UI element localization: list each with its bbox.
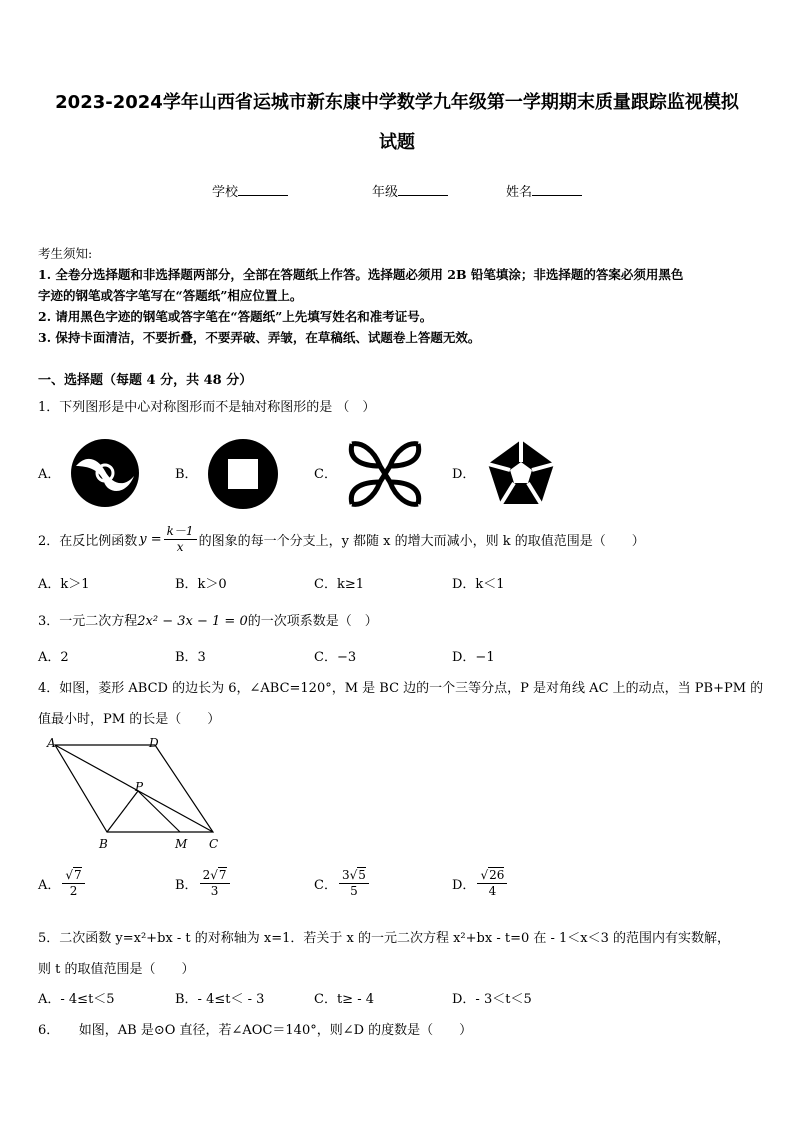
q1-option-d-label: D． xyxy=(452,467,476,482)
q1-option-a-figure xyxy=(70,438,140,508)
q5-option-a: A．- 4≤t＜5 xyxy=(38,992,115,1007)
label-c: C xyxy=(209,837,219,851)
q4-option-d: D． $\frac{√26}{4}$ xyxy=(452,868,509,899)
q5-stem-line2: 则 t 的取值范围是（ ） xyxy=(38,962,195,977)
q2-option-d: D．k＜1 xyxy=(452,577,505,592)
notice-item-1a: 1. 全卷分选择题和非选择题两部分，全部在答题纸上作答。选择题必须用 2B 铅笔填涂；非选择题的答案必须用黑色 xyxy=(38,267,684,282)
q1-option-d-figure xyxy=(486,438,556,508)
q4-stem-line1: 4．如图，菱形 ABCD 的边长为 6，∠ABC=120°，M 是 BC 边的一个三等分点，P 是对角线 AC 上的动点，当 PB+PM 的 xyxy=(38,681,764,696)
q1-option-c-label: C． xyxy=(314,467,337,482)
label-p: P xyxy=(135,780,144,794)
notice-item-3: 3. 保持卡面清洁，不要折叠，不要弄破、弄皱，在草稿纸、试题卷上答题无效。 xyxy=(38,330,481,345)
label-b: B xyxy=(99,837,108,851)
page-title-continued: 试题 xyxy=(379,132,415,153)
q1-stem: 1．下列图形是中心对称图形而不是轴对称图形的是 （ ） xyxy=(38,400,376,415)
segment-pm xyxy=(138,791,180,832)
q2-stem: 2．在反比例函数 y = $\frac{k-1}{x}$ 的图象的每一个分支上，y 都随 x 的增大而减小，则 k 的取值范围是（ ） xyxy=(38,524,645,554)
q3-option-a: A．2 xyxy=(38,650,69,665)
q6-stem: 6． 如图，AB 是⊙O 直径，若∠AOC＝140°，则∠D 的度数是（ ） xyxy=(38,1023,473,1038)
notice-heading: 考生须知: xyxy=(38,246,93,261)
q1-option-c-figure xyxy=(344,436,426,512)
label-d: D xyxy=(149,736,159,750)
q3-stem: 3．一元二次方程2x² − 3x − 1 = 0的一次项系数是（ ） xyxy=(38,614,378,629)
q4-stem-line2: 值最小时，PM 的长是（ ） xyxy=(38,712,221,727)
q2-option-b: B．k＞0 xyxy=(175,577,227,592)
grade-field: 年级 xyxy=(372,181,448,200)
q5-stem-line1: 5．二次函数 y=x²+bx - t 的对称轴为 x=1．若关于 x 的一元二次方程 x²+bx - t=0 在 - 1＜x＜3 的范围内有实数解， xyxy=(38,931,731,946)
q2-option-a: A．k＞1 xyxy=(38,577,90,592)
q1-option-a-label: A． xyxy=(38,467,61,482)
q4-rhombus-figure xyxy=(38,735,228,855)
q5-option-c: C．t≥ - 4 xyxy=(314,992,374,1007)
school-field: 学校 xyxy=(212,181,288,200)
notice-item-2: 2. 请用黑色字迹的钢笔或答字笔在“答题纸”上先填写姓名和准考证号。 xyxy=(38,309,433,324)
q3-option-c: C．−3 xyxy=(314,650,357,665)
q3-option-d: D．−1 xyxy=(452,650,495,665)
q5-option-d: D．- 3＜t＜5 xyxy=(452,992,532,1007)
q4-option-c: C． $\frac{3√5}{5}$ xyxy=(314,868,371,899)
q1-option-b-figure xyxy=(207,438,279,510)
q4-option-b: B． $\frac{2√7}{3}$ xyxy=(175,868,232,899)
name-field: 姓名 xyxy=(506,181,582,200)
section-heading: 一、选择题（每题 4 分，共 48 分） xyxy=(38,373,253,388)
page-title: 2023-2024学年山西省运城市新东康中学数学九年级第一学期期末质量跟踪监视模拟 xyxy=(55,92,739,113)
label-m: M xyxy=(175,837,188,851)
q2-option-c: C．k≥1 xyxy=(314,577,364,592)
q2-fraction: $\frac{k-1}{x}$ xyxy=(164,524,197,555)
q3-option-b: B．3 xyxy=(175,650,206,665)
label-a: A xyxy=(47,736,56,750)
q5-option-b: B．- 4≤t＜ - 3 xyxy=(175,992,265,1007)
segment-pb xyxy=(107,791,138,832)
q4-option-a: A． $\frac{√7}{2}$ xyxy=(38,868,87,899)
diagonal-ac xyxy=(55,745,213,832)
q1-option-b-label: B． xyxy=(175,467,198,482)
notice-item-1b: 字迹的钢笔或答字笔写在“答题纸”相应位置上。 xyxy=(38,288,303,303)
